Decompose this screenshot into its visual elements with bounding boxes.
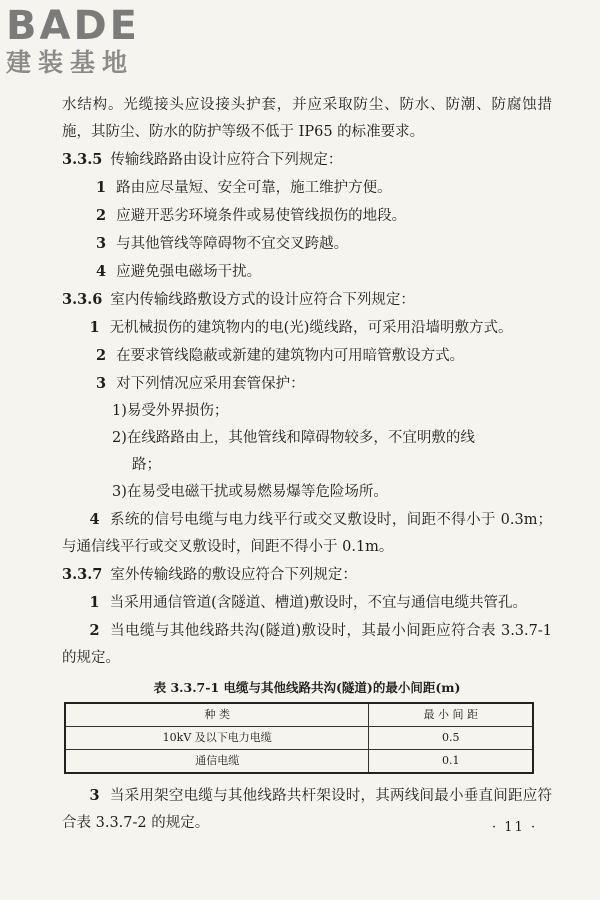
distance-table <box>64 702 534 774</box>
clause-3-3-6 <box>62 286 552 314</box>
clause-number: 3.3.6 <box>62 291 103 308</box>
table-title: 表 3.3.7-1 电缆与其他线路共沟(隧道)的最小间距(m) <box>153 680 461 695</box>
list-item: 3 当采用架空电缆与其他线路共杆架设时，其两线间最小垂直间距应符合表 3.3.7-2 的规定。 <box>62 787 552 831</box>
list-item: 3 与其他管线等障碍物不宜交叉跨越。 <box>96 235 349 252</box>
sub-item-continued: 路； <box>132 457 161 473</box>
clause-3-3-5 <box>62 146 552 174</box>
document-body <box>62 92 552 837</box>
list-item: 1 当采用通信管道(含隧道、槽道)敷设时，不宜与通信电缆共管孔。 <box>89 594 527 611</box>
bade-logo <box>6 4 140 78</box>
table-header-row <box>65 703 533 727</box>
list-item: 2 当电缆与其他线路共沟(隧道)敷设时，其最小间距应符合表 3.3.7-1 的规定。 <box>62 622 552 666</box>
table-cell: 通信电缆 <box>65 750 369 774</box>
list-item: 2 在要求管线隐蔽或新建的建筑物内可用暗管敷设方式。 <box>96 347 465 364</box>
list-item: 3 对下列情况应采用套管保护： <box>96 375 305 392</box>
logo-subtitle: 建装基地 <box>6 48 135 77</box>
table-row <box>65 750 533 774</box>
list-item: 1 路由应尽量短、安全可靠，施工维护方便。 <box>96 179 392 196</box>
clause-number: 3.3.7 <box>62 566 103 583</box>
table-cell: 0.1 <box>369 750 533 774</box>
sub-item: 1)易受外界损伤； <box>112 403 229 419</box>
list-item: 4 应避免强电磁场干扰。 <box>96 263 262 280</box>
list-item: 2 应避开恶劣环境条件或易使管线损伤的地段。 <box>96 207 407 224</box>
table-header: 种 类 <box>65 703 369 727</box>
sub-item: 3)在易受电磁干扰或易燃易爆等危险场所。 <box>112 484 388 500</box>
list-item: 1 无机械损伤的建筑物内的电(光)缆线路，可采用沿墙明敷方式。 <box>89 319 513 336</box>
paragraph-continued: 水结构。光缆接头应设接头护套，并应采取防尘、防水、防潮、防腐蚀措施，其防尘、防水的防护等级不低于 IP65 的标准要求。 <box>62 97 552 140</box>
page-number: · 11 · <box>492 820 538 835</box>
clause-3-3-7 <box>62 561 552 589</box>
sub-item: 2)在线路路由上，其他管线和障碍物较多，不宜明敷的线 <box>112 430 475 446</box>
table-header: 最 小 间 距 <box>369 703 533 727</box>
list-item: 4 系统的信号电缆与电力线平行或交叉敷设时，间距不得小于 0.3m；与通信线平行或交叉敷设时，间距不得小于 0.1m。 <box>62 511 552 555</box>
clause-number: 3.3.5 <box>62 151 103 168</box>
logo-wordmark: BADE <box>6 3 140 49</box>
clause-text: 传输线路路由设计应符合下列规定： <box>110 152 343 168</box>
table-cell: 0.5 <box>369 727 533 750</box>
table-cell: 10kV 及以下电力电缆 <box>65 727 369 750</box>
table-row <box>65 727 533 750</box>
clause-text: 室内传输线路敷设方式的设计应符合下列规定： <box>110 292 415 308</box>
clause-text: 室外传输线路的敷设应符合下列规定： <box>110 567 357 583</box>
